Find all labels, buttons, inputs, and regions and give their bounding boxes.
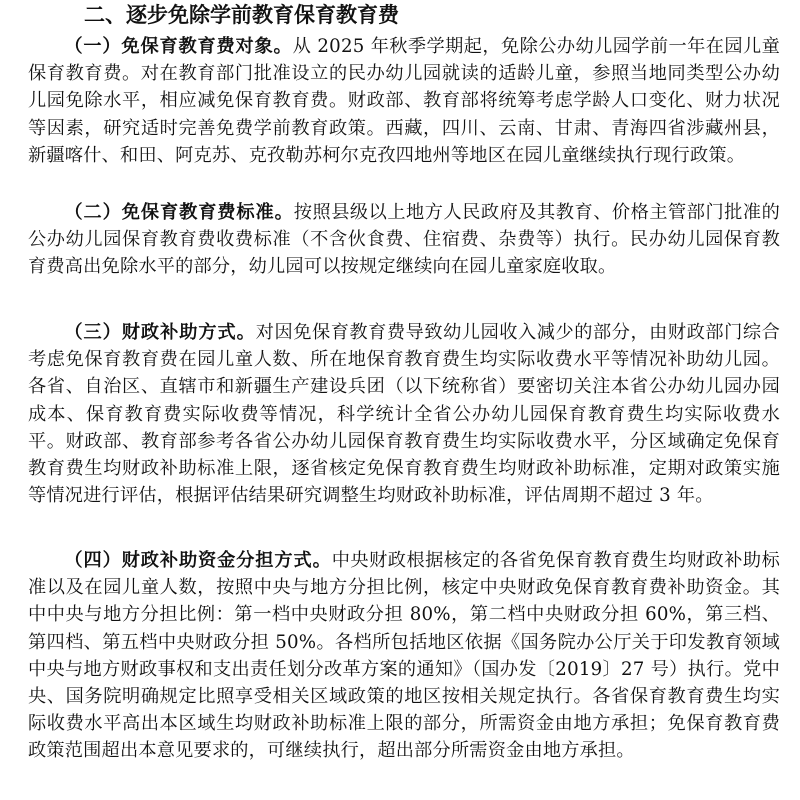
paragraph-body: 中央财政根据核定的各省免保育教育费生均财政补助标准以及在园儿童人数，按照中央与地方分担比例，核定中央财政免保育教育费补助资金。其中中央与地方分担比例：第一档中央财政分担 80%，第二档中央财政分担 60%，第三档、第四档、第五档中央财政分担 50%。各档所包括地区依据《国务院办公厅关于印发教育领域中央与地方财政事权和支出责任划分改革方案的通知》（国办发〔2019〕27 号）执行。党中央、国务院明确规定比照享受相关区域政策的地区按相关规定执行。各省保育教育费生均实际收费水平高出本区域生均财政补助标准上限的部分，所需资金由地方承担；免保育教育费政策范围超出本意见要求的，可继续执行，超出部分所需资金由地方承担。 — [28, 550, 780, 762]
paragraph-lead: （三）财政补助方式。 — [64, 322, 256, 343]
paragraph-body: 对因免保育教育费导致幼儿园收入减少的部分，由财政部门综合考虑免保育教育费在园儿童人数、所在地保育教育费生均实际收费水平等情况补助幼儿园。各省、自治区、直辖市和新疆生产建设兵团（以下统称省）要密切关注本省公办幼儿园办园成本、保育教育费实际收费等情况，科学统计全省公办幼儿园保育教育费生均实际收费水平。财政部、教育部参考各省公办幼儿园保育教育费生均实际收费水平，分区域确定免保育教育费生均财政补助标准上限，逐省核定免保育教育费生均财政补助标准，定期对政策实施等情况进行评估，根据评估结果研究调整生均财政补助标准，评估周期不超过 3 年。 — [28, 322, 780, 507]
paragraph-body: 按照县级以上地方人民政府及其教育、价格主管部门批准的公办幼儿园保育教育费收费标准（不含伙食费、住宿费、杂费等）执行。民办幼儿园保育教育费高出免除水平的部分，幼儿园可以按规定继续向在园儿童家庭收取。 — [28, 202, 781, 278]
paragraph-lead: （一）免保育教育费对象。 — [64, 36, 293, 57]
paragraph-cost-sharing — [28, 547, 780, 765]
paragraph-subsidy-method — [28, 319, 780, 509]
paragraph-lead: （二）免保育教育费标准。 — [64, 202, 294, 223]
paragraph-lead: （四）财政补助资金分担方式。 — [64, 550, 332, 571]
section-heading: 二、逐步免除学前教育保育教育费 — [84, 3, 399, 27]
paragraph-exemption-scope — [28, 33, 780, 169]
paragraph-body: 从 2025 年秋季学期起，免除公办幼儿园学前一年在园儿童保育教育费。对在教育部门批准设立的民办幼儿园就读的适龄儿童，参照当地同类型公办幼儿园免除水平，相应减免保育教育费。财政部、教育部将统筹考虑学龄人口变化、财力状况等因素，研究适时完善免费学前教育政策。西藏，四川、云南、甘肃、青海四省涉藏州县，新疆喀什、和田、阿克苏、克孜勒苏柯尔克孜四地州等地区在园儿童继续执行现行政策。 — [28, 36, 780, 166]
paragraph-exemption-standard — [28, 199, 780, 281]
